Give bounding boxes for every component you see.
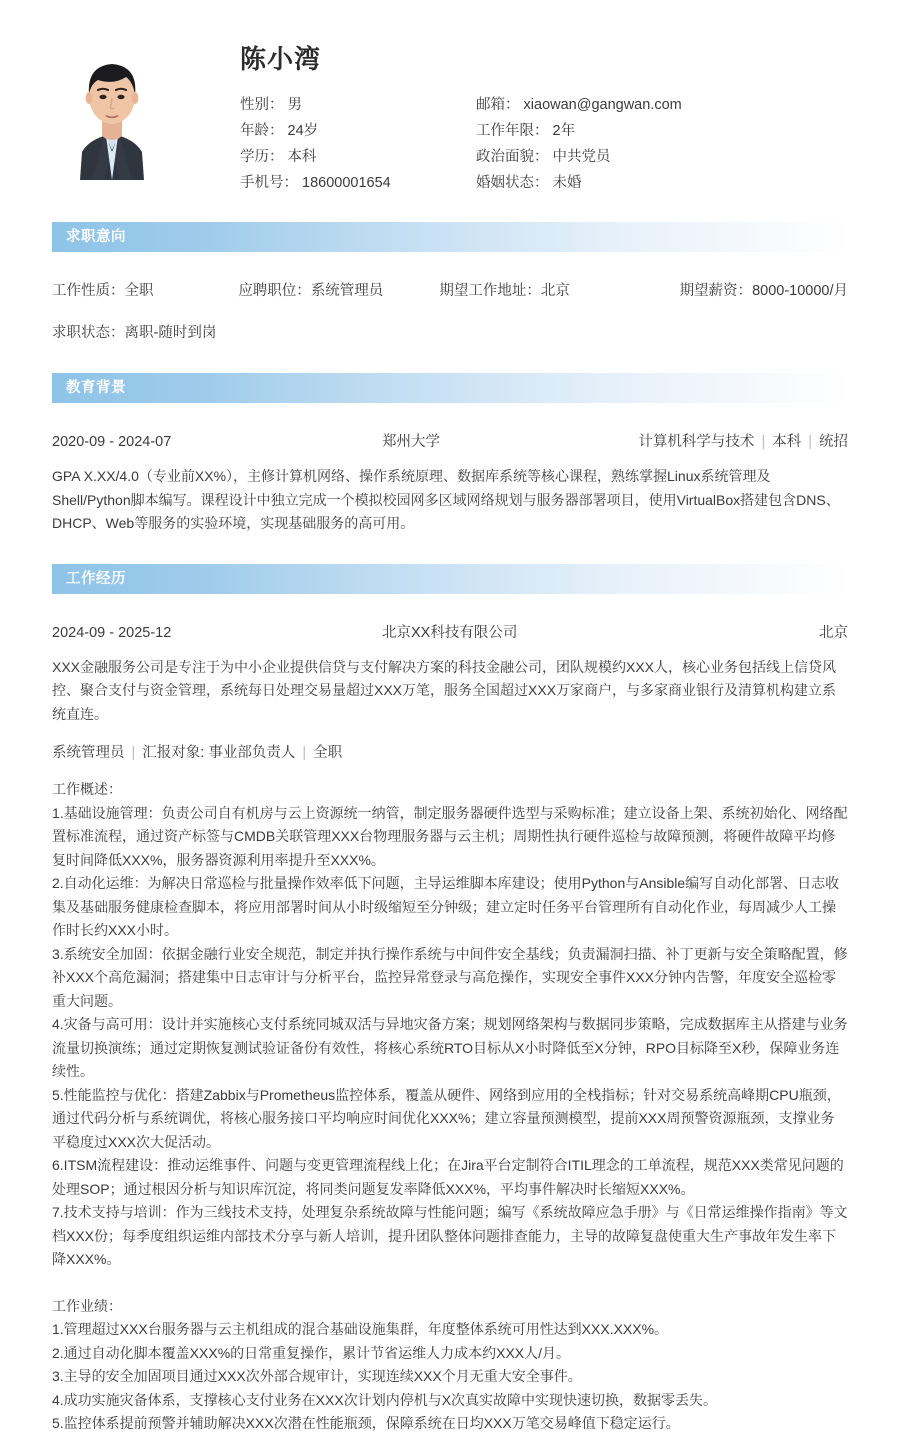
work-report-to: 汇报对象: 事业部负责人	[142, 745, 296, 761]
work-job-type: 全职	[313, 745, 343, 761]
profile-field-education	[240, 144, 476, 170]
education-major: 计算机科学与技术	[638, 434, 755, 450]
section-education	[0, 373, 900, 536]
education-qualification	[638, 430, 848, 451]
section-title-work-experience: 工作经历	[52, 564, 848, 594]
page-title: 陈小湾	[240, 44, 322, 74]
separator-icon: |	[808, 434, 812, 450]
work-company: 北京XX科技有限公司	[382, 624, 518, 641]
job-intention-salary	[680, 279, 848, 300]
job-intention-row-2	[52, 321, 848, 342]
work-date: 2024-09 - 2025-12	[52, 624, 172, 641]
job-intention-location-label: 期望工作地址：	[439, 283, 541, 299]
profile-details	[172, 40, 848, 196]
education-entry-header	[52, 430, 848, 451]
education-admission-type: 统招	[819, 434, 848, 450]
job-intention-salary-value: 8000-10000/月	[752, 283, 848, 299]
profile-info-right-column	[476, 92, 848, 196]
job-intention-nature-label: 工作性质：	[52, 283, 125, 299]
profile-field-email-label: 邮箱：	[476, 97, 520, 113]
job-intention-nature	[52, 279, 238, 300]
profile-field-political-status-value: 中共党员	[552, 149, 611, 165]
avatar	[52, 40, 172, 180]
portrait-photo-icon	[52, 40, 172, 180]
education-degree: 本科	[772, 434, 802, 450]
profile-field-marital-status	[476, 170, 848, 196]
profile-field-email-value: xiaowan@gangwan.com	[523, 97, 682, 113]
work-overview-title: 工作概述：	[52, 781, 122, 797]
work-location: 北京	[819, 624, 848, 641]
section-job-intention	[0, 222, 900, 342]
job-intention-position-label: 应聘职位：	[238, 283, 311, 299]
job-intention-salary-label: 期望薪资：	[679, 283, 753, 299]
job-intention-status-value: 离职-随时到岗	[124, 325, 217, 341]
job-intention-status-label: 求职状态：	[52, 325, 125, 341]
job-intention-position	[238, 279, 439, 300]
profile-field-gender-label: 性别：	[240, 97, 284, 113]
profile-field-marital-status-label: 婚姻状态：	[476, 175, 549, 191]
education-school: 郑州大学	[382, 434, 440, 450]
profile-field-marital-status-value: 未婚	[552, 175, 582, 191]
profile-field-education-value: 本科	[287, 149, 317, 165]
work-overview-item: 1.基础设施管理：负责公司自有机房与云上资源统一纳管，制定服务器硬件选型与采购标准；建立设备上架、系统初始化、网络配置标准流程，通过资产标签与CMDB关联管理XXX台物理服务器与云主机；周期性执行硬件巡检与故障预测，将硬件故障平均修复时间降低XXX%，服务器资源利用率提升至XXX%。	[52, 804, 848, 868]
profile-field-experience-years	[476, 118, 848, 144]
section-work-experience	[0, 564, 900, 1436]
job-intention-position-value: 系统管理员	[310, 283, 384, 299]
education-description: GPA X.XX/4.0（专业前XX%），主修计算机网络、操作系统原理、数据库系统等核心课程，熟练掌握Linux系统管理及Shell/Python脚本编写。课程设计中独立完成一个模拟校园网多区域网络规划与服务器部署项目，使用VirtualBox搭建包含DNS、DHCP、Web等服务的实验环境，实现基础服务的高可用。	[52, 468, 840, 531]
profile-field-phone-value: 18600001654	[302, 175, 391, 191]
work-company-intro: XXX金融服务公司是专注于为中小企业提供信贷与支付解决方案的科技金融公司，团队规模约XXX人，核心业务包括线上信贷风控、聚合支付与资金管理，系统每日处理交易量超过XXX万笔，服务全国超过XXX万家商户，与多家商业银行及清算机构建立系统直连。	[52, 658, 837, 722]
work-achievement-item: 2.通过自动化脚本覆盖XXX%的日常重复操作，累计节省运维人力成本约XXX人/月。	[52, 1344, 571, 1361]
job-intention-nature-value: 全职	[124, 283, 154, 299]
profile-info-grid	[240, 92, 848, 196]
profile-field-email	[476, 92, 848, 118]
work-role: 系统管理员	[52, 745, 125, 761]
education-date: 2020-09 - 2024-07	[52, 434, 172, 450]
separator-icon: |	[761, 434, 766, 450]
section-title-job-intention: 求职意向	[52, 222, 848, 252]
work-overview-item: 5.性能监控与优化：搭建Zabbix与Prometheus监控体系，覆盖从硬件、网络到应用的全栈指标；针对交易系统高峰期CPU瓶颈，通过代码分析与系统调优，将核心服务接口平均响应时间优化XXX%；建立容量预测模型，提前XXX周预警资源瓶颈，支撑业务平稳度过XXX次大促活动。	[52, 1086, 841, 1150]
job-intention-location	[439, 279, 679, 300]
job-intention-row-1	[52, 279, 848, 300]
work-overview-item: 3.系统安全加固：依据金融行业安全规范，制定并执行操作系统与中间件安全基线；负责漏洞扫描、补丁更新与安全策略配置，修补XXX个高危漏洞；搭建集中日志审计与分析平台，监控异常登录与高危操作，实现安全事件XXX分钟内告警，年度安全巡检零重大问题。	[52, 945, 848, 1009]
profile-field-gender	[240, 92, 476, 118]
profile-header	[0, 0, 900, 196]
profile-info-left-column	[240, 92, 476, 196]
section-title-education: 教育背景	[52, 373, 848, 403]
work-role-line	[52, 741, 848, 762]
profile-field-age-label: 年龄：	[240, 123, 284, 139]
work-achievement-item: 3.主导的安全加固项目通过XXX次外部合规审计，实现连续XXX个月无重大安全事件。	[52, 1368, 582, 1384]
job-intention-location-value: 北京	[540, 283, 570, 299]
work-overview-item: 7.技术支持与培训：作为三线技术支持，处理复杂系统故障与性能问题；编写《系统故障应急手册》与《日常运维操作指南》等文档XXX份；每季度组织运维内部技术分享与新人培训，提升团队整体问题排查能力，主导的故障复盘使重大生产事故年发生率下降XXX%。	[52, 1204, 848, 1267]
work-achievement-item: 5.监控体系提前预警并辅助解决XXX次潜在性能瓶颈，保障系统在日均XXX万笔交易峰值下稳定运行。	[52, 1415, 680, 1431]
work-entry-header	[52, 621, 848, 642]
work-overview-item: 6.ITSM流程建设：推动运维事件、问题与变更管理流程线上化；在Jira平台定制符合ITIL理念的工单流程，规范XXX类常见问题的处理SOP；通过根因分析与知识库沉淀，将同类问题复发率降低XXX%，平均事件解决时长缩短XXX%。	[52, 1157, 844, 1197]
separator-icon: |	[131, 745, 136, 761]
profile-field-education-label: 学历：	[240, 149, 284, 165]
profile-field-age	[240, 118, 476, 144]
profile-field-political-status	[476, 144, 848, 170]
profile-field-age-value: 24岁	[287, 123, 319, 139]
work-overview-item: 4.灾备与高可用：设计并实施核心支付系统同城双活与异地灾备方案；规划网络架构与数据同步策略，完成数据库主从搭建与业务流量切换演练；通过定期恢复测试验证备份有效性，将核心系统RTO目标从X小时降低至X分钟，RPO目标降至X秒，保障业务连续性。	[52, 1016, 848, 1079]
profile-field-gender-value: 男	[287, 97, 303, 113]
profile-field-experience-years-value: 2年	[552, 123, 576, 139]
work-overview-item: 2.自动化运维：为解决日常巡检与批量操作效率低下问题，主导运维脚本库建设；使用Python与Ansible编写自动化部署、日志收集及基础服务健康检查脚本，将应用部署时间从小时级缩短至分钟级；建立定时任务平台管理所有自动化作业，每周减少人工操作时长约XXX小时。	[52, 875, 840, 938]
profile-field-experience-years-label: 工作年限：	[476, 123, 549, 139]
profile-field-phone-label: 手机号：	[240, 175, 298, 191]
job-intention-status	[52, 321, 242, 342]
work-achievement-item: 1.管理超过XXX台服务器与云主机组成的混合基础设施集群，年度整体系统可用性达到XXX.XXX%。	[52, 1321, 669, 1337]
profile-field-phone	[240, 170, 476, 196]
work-achievement-item: 4.成功实施灾备体系，支撑核心支付业务在XXX次计划内停机与X次真实故障中实现快速切换，数据零丢失。	[52, 1391, 718, 1408]
separator-icon: |	[302, 745, 307, 761]
profile-field-political-status-label: 政治面貌：	[476, 149, 549, 165]
work-achievement-title: 工作业绩：	[52, 1297, 122, 1314]
